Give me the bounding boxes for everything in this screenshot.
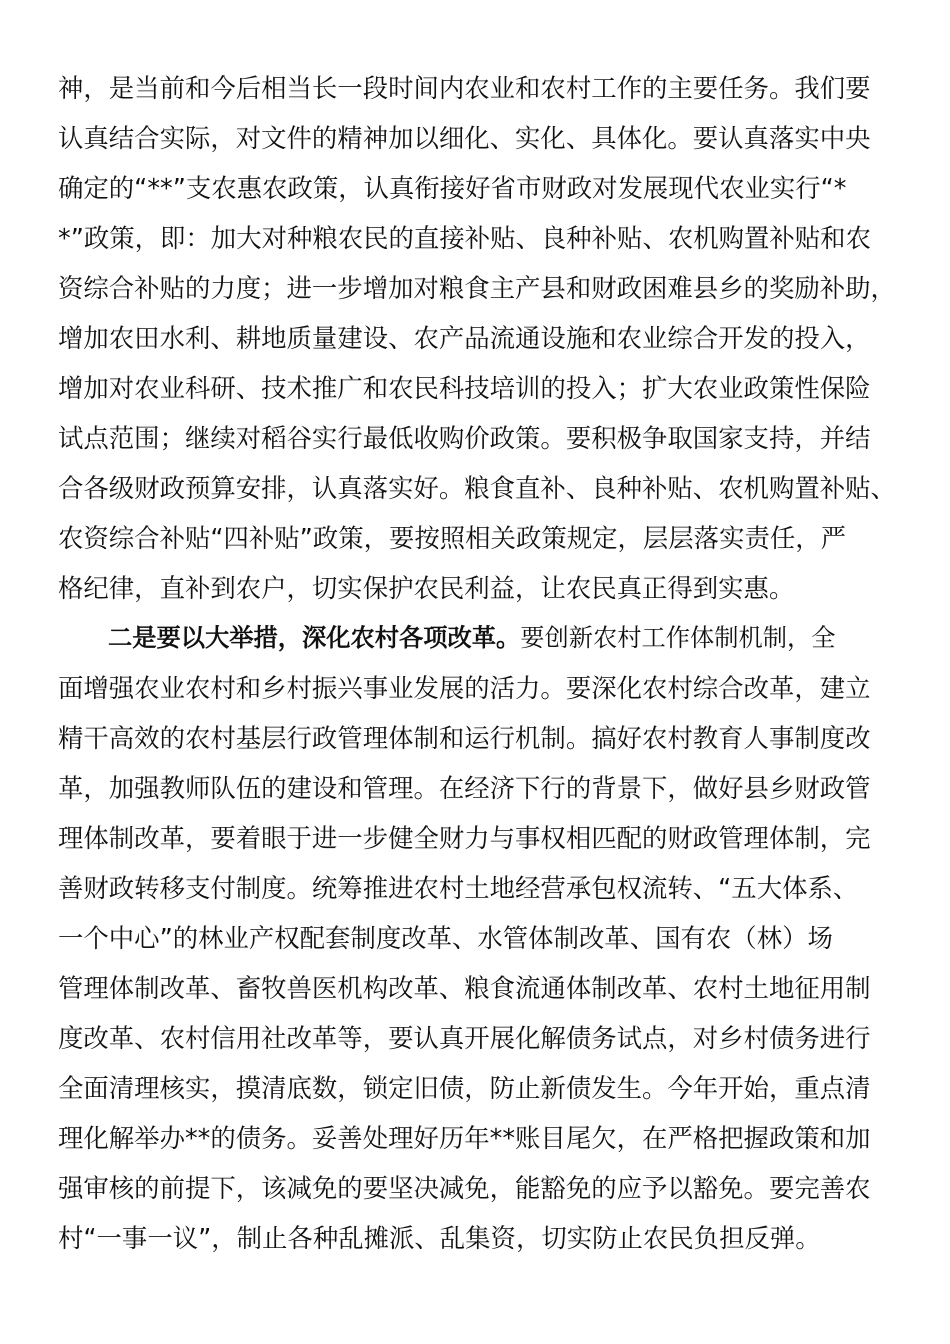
text-line: 精干高效的农村基层行政管理体制和运行机制。搞好农村教育人事制度改 <box>58 723 871 753</box>
text-line: 面增强农业农村和乡村振兴事业发展的活力。要深化农村综合改革，建立 <box>58 673 871 703</box>
text-line: 试点范围；继续对稻谷实行最低收购价政策。要积极争取国家支持，并结 <box>58 423 871 453</box>
text-line: 管理体制改革、畜牧兽医机构改革、粮食流通体制改革、农村土地征用制 <box>58 973 871 1003</box>
text-line: 善财政转移支付制度。统筹推进农村土地经营承包权流转、“五大体系、 <box>58 873 859 903</box>
text-line: 增加对农业科研、技术推广和农民科技培训的投入；扩大农业政策性保险 <box>58 373 871 403</box>
section-heading: 二是要以大举措，深化农村各项改革。 <box>108 623 521 652</box>
text-line: 合各级财政预算安排，认真落实好。粮食直补、良种补贴、农机购置补贴、 <box>58 473 896 503</box>
text-line: 革，加强教师队伍的建设和管理。在经济下行的背景下，做好县乡财政管 <box>58 773 871 803</box>
text-line: *”政策，即：加大对种粮农民的直接补贴、良种补贴、农机购置补贴和农 <box>58 223 871 253</box>
text-line: 神，是当前和今后相当长一段时间内农业和农村工作的主要任务。我们要 <box>58 73 871 103</box>
paragraph-first-line <box>108 618 948 658</box>
text-line: 理体制改革，要着眼于进一步健全财力与事权相匹配的财政管理体制，完 <box>58 823 871 853</box>
text-line: 全面清理核实，摸清底数，锁定旧债，防止新债发生。今年开始，重点清 <box>58 1073 871 1103</box>
text-line: 增加农田水利、耕地质量建设、农产品流通设施和农业综合开发的投入， <box>58 323 871 353</box>
text-line: 农资综合补贴“四补贴”政策，要按照相关政策规定，层层落实责任，严 <box>58 523 847 553</box>
text-line: 格纪律，直补到农户，切实保护农民利益，让农民真正得到实惠。 <box>58 573 795 603</box>
text-line: 强审核的前提下，该减免的要坚决减免，能豁免的应予以豁免。要完善农 <box>58 1173 871 1203</box>
text-line: 认真结合实际，对文件的精神加以细化、实化、具体化。要认真落实中央 <box>58 123 871 153</box>
text-run: 要创新农村工作体制机制，全 <box>520 623 836 652</box>
text-line: 确定的“**”支农惠农政策，认真衔接好省市财政对发展现代农业实行“* <box>58 173 847 203</box>
text-line: 一个中心”的林业产权配套制度改革、水管体制改革、国有农（林）场 <box>58 923 833 953</box>
text-line: 村“一事一议”，制止各种乱摊派、乱集资，切实防止农民负担反弹。 <box>58 1223 821 1253</box>
text-line: 资综合补贴的力度；进一步增加对粮食主产县和财政困难县乡的奖励补助， <box>58 273 896 303</box>
text-line: 度改革、农村信用社改革等，要认真开展化解债务试点，对乡村债务进行 <box>58 1023 871 1053</box>
text-line: 理化解举办**的债务。妥善处理好历年**账目尾欠，在严格把握政策和加 <box>58 1123 871 1153</box>
